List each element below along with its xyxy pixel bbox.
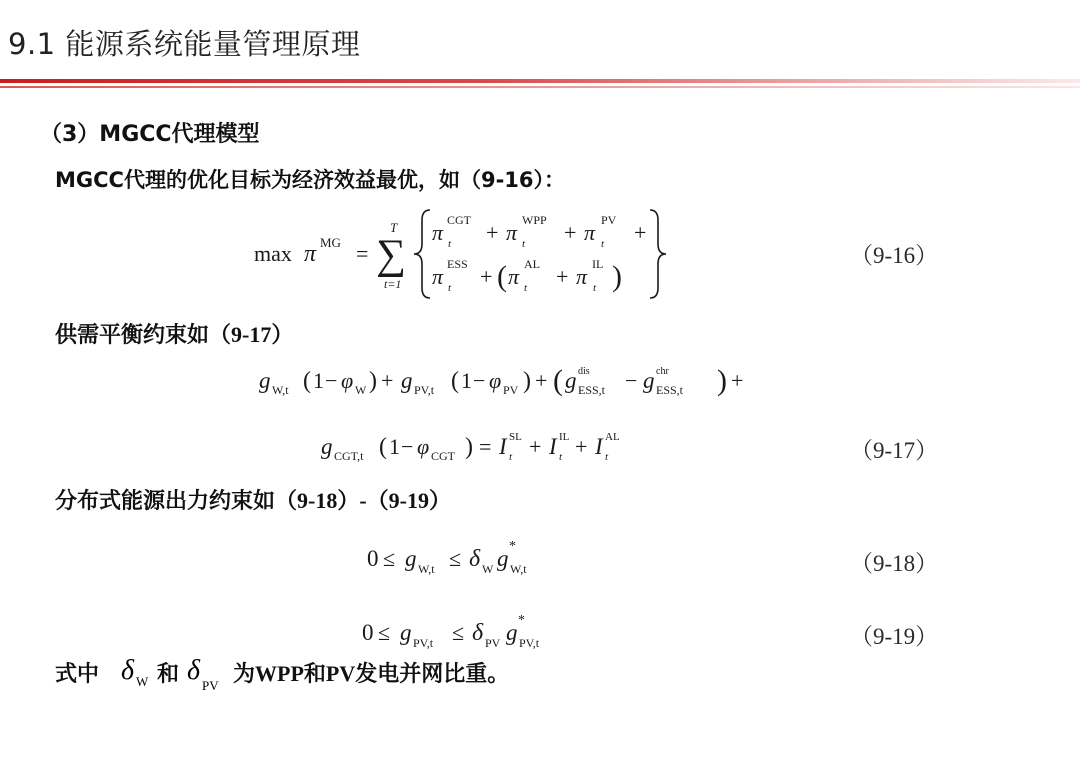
svg-text:I: I <box>499 434 507 459</box>
balance-text: 供需平衡约束如（9-17） <box>55 322 294 347</box>
title-divider-thick <box>0 79 1080 83</box>
svg-text:ESS,t: ESS,t <box>656 383 684 397</box>
output-constraint-text: 分布式能源出力约束如（9-18）-（9-19） <box>55 488 451 513</box>
equation-number-9-16: （9-16） <box>850 243 939 268</box>
svg-text:φ: φ <box>417 434 430 459</box>
svg-text:t: t <box>524 282 528 294</box>
svg-text:): ) <box>369 368 377 394</box>
svg-text:*: * <box>509 539 516 554</box>
svg-text:g: g <box>321 434 333 459</box>
svg-text:−: − <box>473 368 486 393</box>
svg-text:t: t <box>605 451 609 463</box>
svg-text:t: t <box>509 451 513 463</box>
svg-text:I: I <box>549 434 557 459</box>
section-heading: （3）MGCC代理模型 <box>40 122 260 147</box>
superscript-ess: ESS <box>447 257 468 271</box>
svg-text:=: = <box>356 241 369 266</box>
svg-text:+: + <box>529 434 542 459</box>
svg-text:g: g <box>506 620 518 645</box>
svg-text:φ: φ <box>489 368 502 393</box>
svg-text:I: I <box>595 434 603 459</box>
svg-text:+: + <box>731 368 744 393</box>
equation-9-18 <box>365 532 585 587</box>
svg-text:δ: δ <box>121 655 135 686</box>
superscript-il: IL <box>592 257 604 271</box>
superscript-mg: MG <box>320 235 341 250</box>
svg-text:SL: SL <box>509 431 522 443</box>
svg-text:g: g <box>643 368 655 393</box>
svg-text:(: ( <box>451 368 459 394</box>
svg-text:g: g <box>565 368 577 393</box>
svg-text:t: t <box>559 451 563 463</box>
svg-text:+: + <box>556 264 569 289</box>
svg-text:g: g <box>405 546 417 571</box>
svg-text:−: − <box>625 368 638 393</box>
sum-symbol: ∑ <box>376 232 406 278</box>
equation-number-9-18: （9-18） <box>850 551 939 576</box>
svg-text:1: 1 <box>313 368 324 393</box>
sum-lower-limit: t=1 <box>384 277 402 291</box>
svg-text:ESS,t: ESS,t <box>578 383 606 397</box>
svg-text:): ) <box>523 368 531 394</box>
svg-text:≤: ≤ <box>383 546 396 571</box>
equation-number-9-19: （9-19） <box>850 624 939 649</box>
svg-text:PV: PV <box>202 678 219 693</box>
svg-text:−: − <box>401 434 414 459</box>
superscript-wpp: WPP <box>522 213 547 227</box>
svg-text:≤: ≤ <box>449 546 462 571</box>
svg-text:0: 0 <box>367 546 379 571</box>
svg-text:δ: δ <box>472 620 484 646</box>
svg-text:1: 1 <box>389 434 400 459</box>
svg-text:+: + <box>535 368 548 393</box>
equation-9-17 <box>255 356 775 481</box>
max-operator: max <box>254 241 292 266</box>
svg-text:dis: dis <box>578 366 590 377</box>
svg-text:W: W <box>136 674 149 689</box>
svg-text:): ) <box>717 364 727 397</box>
svg-text:π: π <box>432 220 444 245</box>
svg-text:CGT,t: CGT,t <box>334 449 364 463</box>
svg-text:(: ( <box>497 260 507 293</box>
svg-text:CGT: CGT <box>431 449 455 463</box>
svg-text:≤: ≤ <box>452 620 465 645</box>
superscript-cgt: CGT <box>447 213 471 227</box>
svg-text:(: ( <box>379 434 387 460</box>
svg-text:−: − <box>325 368 338 393</box>
svg-text:π: π <box>432 264 444 289</box>
svg-text:AL: AL <box>605 431 620 443</box>
svg-text:+: + <box>486 220 499 245</box>
svg-text:π: π <box>506 220 518 245</box>
svg-text:g: g <box>400 620 412 645</box>
svg-text:+: + <box>634 220 647 245</box>
where-text: 式中 δ W 和 δ PV 为WPP和PV发电并网比重。 <box>55 655 510 693</box>
pi-symbol: π <box>304 241 317 267</box>
svg-text:+: + <box>381 368 394 393</box>
svg-text:(: ( <box>303 368 311 394</box>
sum-upper-limit: T <box>390 220 398 235</box>
equation-9-19 <box>360 606 600 661</box>
equation-number-9-17: （9-17） <box>850 438 939 463</box>
svg-text:W: W <box>482 562 494 576</box>
svg-text:): ) <box>612 260 622 293</box>
svg-text:≤: ≤ <box>378 620 391 645</box>
svg-text:+: + <box>480 264 493 289</box>
svg-text:t: t <box>448 238 452 250</box>
svg-text:chr: chr <box>656 366 669 377</box>
svg-text:π: π <box>576 264 588 289</box>
equation-9-16 <box>250 200 670 315</box>
svg-text:t: t <box>601 238 605 250</box>
svg-text:δ: δ <box>469 546 481 572</box>
svg-text:PV,t: PV,t <box>519 636 540 650</box>
svg-text:π: π <box>584 220 596 245</box>
title-divider-thin <box>0 86 1080 88</box>
superscript-al: AL <box>524 257 540 271</box>
svg-text:t: t <box>593 282 597 294</box>
svg-text:δ: δ <box>187 655 201 686</box>
svg-text:+: + <box>575 434 588 459</box>
svg-text:): ) <box>465 434 473 460</box>
objective-text: MGCC代理的优化目标为经济效益最优，如（9-16）： <box>55 168 566 192</box>
svg-text:t: t <box>448 282 452 294</box>
svg-text:W,t: W,t <box>418 562 435 576</box>
svg-text:PV: PV <box>503 383 519 397</box>
svg-text:g: g <box>259 368 271 393</box>
svg-text:W,t: W,t <box>272 383 289 397</box>
svg-text:g: g <box>401 368 413 393</box>
superscript-pv: PV <box>601 213 617 227</box>
svg-text:IL: IL <box>559 431 570 443</box>
svg-text:t: t <box>522 238 526 250</box>
svg-text:PV,t: PV,t <box>413 636 434 650</box>
slide-title: 9.1 能源系统能量管理原理 <box>8 27 361 61</box>
svg-text:g: g <box>497 546 509 571</box>
svg-text:π: π <box>508 264 520 289</box>
svg-text:+: + <box>564 220 577 245</box>
svg-text:0: 0 <box>362 620 374 645</box>
svg-text:(: ( <box>553 364 563 397</box>
svg-text:1: 1 <box>461 368 472 393</box>
svg-text:φ: φ <box>341 368 354 393</box>
svg-text:PV,t: PV,t <box>414 383 435 397</box>
svg-text:*: * <box>518 613 525 628</box>
svg-text:=: = <box>479 434 492 459</box>
svg-text:W: W <box>355 383 367 397</box>
svg-text:W,t: W,t <box>510 562 527 576</box>
svg-text:PV: PV <box>485 636 501 650</box>
